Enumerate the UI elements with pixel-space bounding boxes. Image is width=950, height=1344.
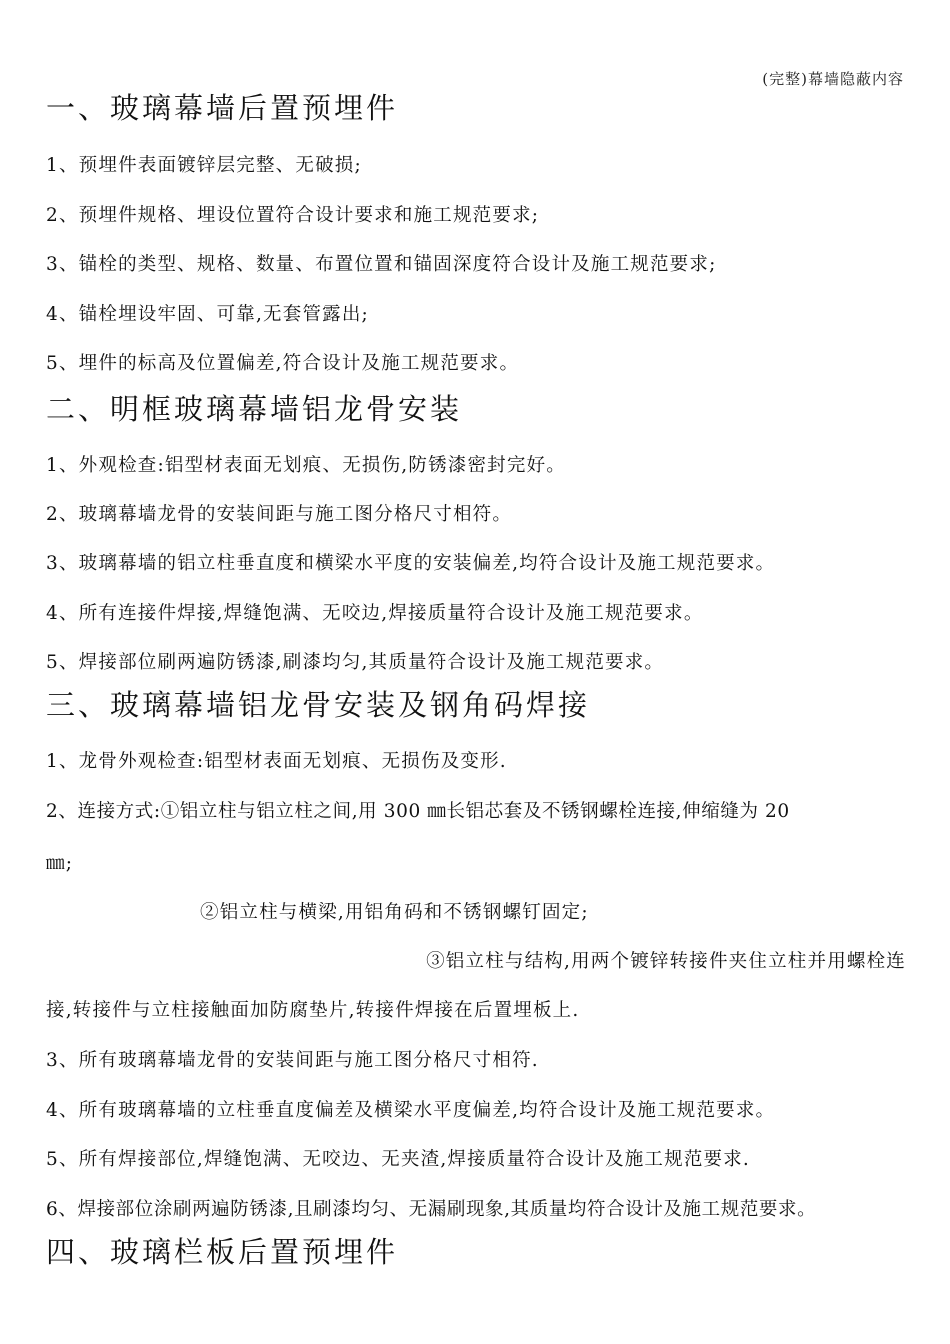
section-3-item-4: 4、所有玻璃幕墙的立柱垂直度偏差及横梁水平度偏差,均符合设计及施工规范要求。 — [46, 1100, 776, 1121]
section-2-item-3: 3、玻璃幕墙的铝立柱垂直度和横梁水平度的安装偏差,均符合设计及施工规范要求。 — [46, 553, 776, 574]
section-3-item-5: 5、所有焊接部位,焊缝饱满、无咬边、无夹渣,焊接质量符合设计及施工规范要求. — [46, 1149, 751, 1170]
section-3-item-2-method-3-continued: 接,转接件与立柱接触面加防腐垫片,转接件焊接在后置埋板上. — [46, 1000, 580, 1021]
section-3-item-3: 3、所有玻璃幕墙龙骨的安装间距与施工图分格尺寸相符. — [46, 1050, 539, 1071]
section-1-item-5: 5、埋件的标高及位置偏差,符合设计及施工规范要求。 — [46, 353, 520, 374]
section-3-item-2-continued: ㎜; — [46, 853, 74, 874]
section-2-item-2: 2、玻璃幕墙龙骨的安装间距与施工图分格尺寸相符。 — [46, 504, 513, 525]
section-2-heading: 二、明框玻璃幕墙铝龙骨安装 — [46, 392, 463, 426]
section-3-item-1: 1、龙骨外观检查:铝型材表面无划痕、无损伤及变形. — [46, 751, 507, 772]
section-3-item-2: 2、连接方式:①铝立柱与铝立柱之间,用 300 ㎜长铝芯套及不锈钢螺栓连接,伸缩缝为 20 — [46, 801, 790, 822]
section-3-item-2-method-3: ③铝立柱与结构,用两个镀锌转接件夹住立柱并用螺栓连 — [426, 951, 906, 972]
section-1-item-3: 3、锚栓的类型、规格、数量、布置位置和锚固深度符合设计及施工规范要求; — [46, 254, 717, 275]
section-1-item-4: 4、锚栓埋设牢固、可靠,无套管露出; — [46, 304, 369, 325]
section-2-item-5: 5、焊接部位刷两遍防锈漆,刷漆均匀,其质量符合设计及施工规范要求。 — [46, 652, 665, 673]
section-1-item-2: 2、预埋件规格、埋设位置符合设计要求和施工规范要求; — [46, 205, 540, 226]
section-3-item-2-method-2: ②铝立柱与横梁,用铝角码和不锈钢螺钉固定; — [200, 902, 589, 923]
section-3-heading: 三、玻璃幕墙铝龙骨安装及钢角码焊接 — [46, 688, 591, 722]
section-4-heading: 四、玻璃栏板后置预埋件 — [46, 1235, 399, 1269]
section-2-item-1: 1、外观检查:铝型材表面无划痕、无损伤,防锈漆密封完好。 — [46, 455, 566, 476]
document-header-title: (完整)幕墙隐蔽内容 — [762, 70, 904, 88]
section-1-item-1: 1、预埋件表面镀锌层完整、无破损; — [46, 155, 362, 176]
section-1-heading: 一、玻璃幕墙后置预埋件 — [46, 91, 399, 125]
section-3-item-6: 6、焊接部位涂刷两遍防锈漆,且刷漆均匀、无漏刷现象,其质量均符合设计及施工规范要求。 — [46, 1199, 817, 1220]
section-2-item-4: 4、所有连接件焊接,焊缝饱满、无咬边,焊接质量符合设计及施工规范要求。 — [46, 603, 704, 624]
